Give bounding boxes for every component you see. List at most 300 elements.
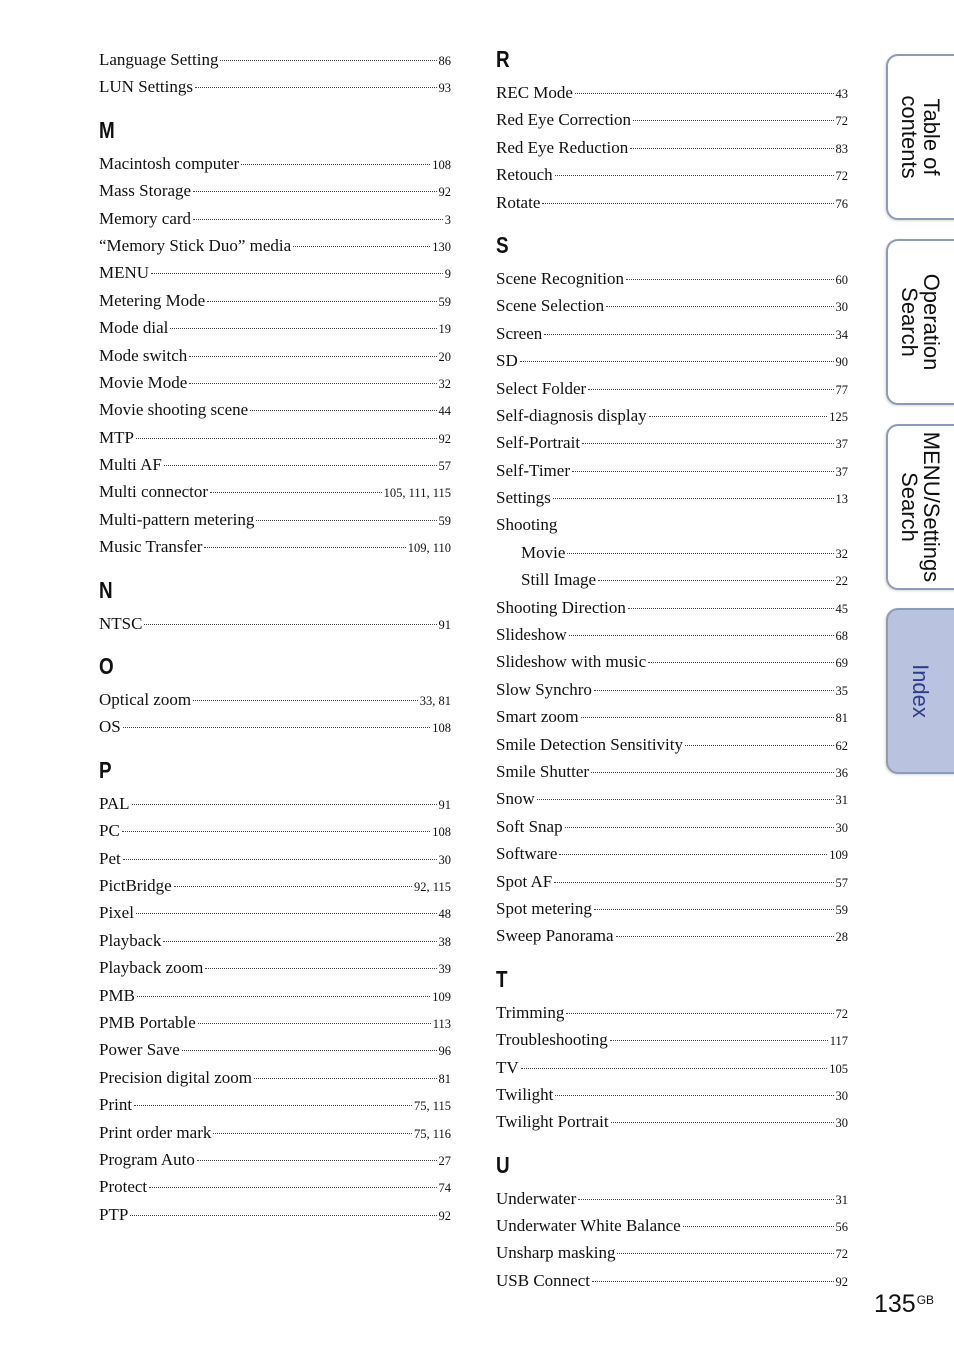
index-entry[interactable] [99, 872, 451, 899]
tab-table-of-contents[interactable] [886, 54, 954, 220]
index-entry-page-link[interactable]: 20 [438, 349, 451, 364]
index-entry-page-link[interactable]: 3 [444, 212, 451, 227]
index-entry-page-link[interactable]: 72 [835, 1247, 848, 1262]
index-entry-page-link[interactable]: 32 [835, 546, 848, 561]
dot-leader [559, 854, 827, 855]
index-entry-label: Power Save [99, 1040, 180, 1060]
index-entry-page-link[interactable]: 72 [835, 1006, 848, 1021]
index-entry-label: Scene Recognition [496, 268, 624, 288]
dot-leader [567, 553, 833, 554]
dot-leader [555, 1095, 833, 1096]
index-entry-label: Trimming [496, 1002, 565, 1022]
index-entry-label: Troubleshooting [496, 1030, 608, 1050]
index-entry-page-link[interactable]: 109, 110 [407, 541, 451, 556]
dot-leader [581, 717, 834, 718]
index-entry[interactable] [99, 610, 451, 637]
dot-leader [554, 882, 833, 883]
index-entry-page-link[interactable]: 83 [835, 141, 848, 156]
index-column-right [496, 46, 848, 1294]
index-entry-label: Multi-pattern metering [99, 509, 255, 529]
index-entry[interactable] [496, 265, 848, 292]
index-entry-label: Retouch [496, 165, 553, 185]
index-entry-label: Language Setting [99, 50, 219, 69]
index-entry-page-link[interactable]: 117 [829, 1034, 848, 1049]
index-entry[interactable] [496, 1185, 848, 1212]
dot-leader [198, 1023, 431, 1024]
index-entry[interactable] [496, 999, 848, 1026]
index-entry-page-link[interactable]: 27 [438, 1153, 451, 1168]
index-entry[interactable] [496, 758, 848, 785]
index-entry-label: Program Auto [99, 1149, 195, 1169]
tab-label-menu: MENU/Settings Search [897, 431, 944, 583]
dot-leader [182, 1050, 437, 1051]
index-entry[interactable] [99, 287, 451, 314]
index-entry-page-link[interactable]: 28 [835, 930, 848, 945]
index-entry-label: Playback zoom [99, 958, 204, 978]
index-entry-label: Snow [496, 789, 535, 809]
dot-leader [683, 1226, 834, 1227]
index-entry-page-link[interactable]: 90 [835, 355, 848, 370]
index-entry-page-link[interactable]: 86 [438, 54, 451, 68]
index-entry-page-link[interactable]: 59 [438, 294, 451, 309]
index-entry[interactable] [496, 1108, 848, 1135]
dot-leader [617, 1253, 833, 1254]
tab-label-operation: Operation Search [897, 273, 944, 371]
index-entry-label: Protect [99, 1177, 148, 1197]
index-entry-label: Mode switch [99, 345, 188, 365]
section-letter: U [496, 1151, 511, 1178]
index-entry[interactable] [99, 1009, 451, 1036]
dot-leader [256, 520, 436, 521]
dot-leader [565, 827, 834, 828]
tab-menu-settings-search[interactable] [886, 424, 954, 590]
index-entry[interactable] [99, 177, 451, 204]
index-entry-page-link[interactable]: 76 [835, 196, 848, 211]
index-entry[interactable] [496, 457, 848, 484]
index-entry[interactable] [99, 954, 451, 981]
index-entry-page-link[interactable]: 43 [835, 87, 848, 101]
index-entry-label: PAL [99, 793, 130, 813]
index-entry-label: PictBridge [99, 875, 172, 895]
dot-leader [610, 1040, 828, 1041]
index-entry-page-link[interactable]: 108 [432, 825, 451, 840]
index-entry-label: TV [496, 1057, 519, 1077]
dot-leader [578, 1199, 833, 1200]
index-entry-label: Shooting [496, 515, 558, 535]
index-entry-label: PMB Portable [99, 1012, 196, 1032]
index-entry[interactable] [496, 785, 848, 812]
dot-leader [205, 968, 436, 969]
index-entry-page-link[interactable]: 108 [432, 157, 451, 172]
dot-leader [594, 690, 834, 691]
index-entry-page-link[interactable]: 108 [432, 721, 451, 736]
index-entry[interactable] [496, 676, 848, 703]
index-entry[interactable] [496, 1212, 848, 1239]
index-entry-page-link[interactable]: 37 [835, 437, 848, 452]
index-entry[interactable] [99, 845, 451, 872]
index-entry[interactable] [99, 1173, 451, 1200]
index-entry-label: Precision digital zoom [99, 1067, 252, 1087]
index-entry[interactable] [496, 79, 848, 106]
index-entry-label: Smile Shutter [496, 761, 590, 781]
dot-leader [626, 279, 834, 280]
index-entry-page-link[interactable]: 92 [438, 431, 451, 446]
dot-leader [591, 772, 833, 773]
index-entry-label: PMB [99, 985, 135, 1005]
index-entry-page-link[interactable]: 109 [829, 848, 848, 863]
index-entry[interactable] [496, 868, 848, 895]
index-entry-page-link[interactable]: 30 [835, 1116, 848, 1131]
index-entry[interactable] [99, 259, 451, 286]
index-subentry[interactable] [496, 539, 848, 566]
index-entry-label: Pet [99, 848, 121, 868]
index-entry-label: Slideshow [496, 625, 567, 645]
dot-leader [137, 996, 430, 997]
index-entry-label: PTP [99, 1204, 129, 1224]
index-entry-label: Multi connector [99, 482, 209, 502]
dot-leader [555, 175, 834, 176]
dot-leader [542, 203, 833, 204]
index-entry[interactable] [99, 451, 451, 478]
index-entry-page-link[interactable]: 130 [432, 239, 451, 254]
index-entry[interactable] [496, 292, 848, 319]
section-letter: T [496, 965, 508, 992]
index-entry-label: “Memory Stick Duo” media [99, 235, 292, 255]
index-entry-label: OS [99, 717, 121, 737]
index-entry[interactable] [99, 46, 451, 73]
index-entry-label: Software [496, 844, 558, 864]
dot-leader [537, 799, 834, 800]
dot-leader [193, 219, 443, 220]
index-entry-page-link[interactable]: 45 [835, 601, 848, 616]
dot-leader [649, 416, 828, 417]
index-entry[interactable] [496, 347, 848, 374]
page-number-suffix: GB [916, 1293, 935, 1307]
dot-leader [598, 580, 833, 581]
index-entry-page-link[interactable]: 33, 81 [419, 694, 451, 709]
index-entry-page-link[interactable]: 113 [432, 1016, 451, 1031]
index-entry-page-link[interactable]: 44 [438, 404, 451, 419]
section-letter: R [496, 46, 511, 72]
dot-leader [151, 273, 443, 274]
index-entry[interactable] [99, 342, 451, 369]
dot-leader [136, 438, 437, 439]
tab-operation-search[interactable] [886, 239, 954, 405]
index-entry[interactable] [99, 790, 451, 817]
index-entry-page-link[interactable]: 68 [835, 629, 848, 644]
index-subentry[interactable] [496, 566, 848, 593]
index-entry[interactable] [496, 840, 848, 867]
index-entry[interactable] [99, 1036, 451, 1063]
dot-leader [254, 1078, 437, 1079]
index-entry[interactable] [496, 320, 848, 347]
index-entry[interactable] [496, 1054, 848, 1081]
index-entry[interactable] [99, 982, 451, 1009]
dot-leader [193, 700, 418, 701]
dot-leader [132, 804, 437, 805]
index-entry-label: Movie [521, 542, 566, 562]
index-entry[interactable] [496, 134, 848, 161]
index-entry[interactable] [99, 369, 451, 396]
tab-index[interactable] [886, 608, 954, 774]
dot-leader [174, 886, 412, 887]
index-entry[interactable] [496, 106, 848, 133]
index-entry-page-link[interactable]: 91 [438, 797, 451, 812]
index-entry[interactable] [99, 1119, 451, 1146]
index-group-heading [496, 511, 848, 538]
index-entry[interactable] [496, 402, 848, 429]
index-entry-page-link[interactable]: 19 [438, 322, 451, 337]
index-entry[interactable] [496, 895, 848, 922]
index-entry[interactable] [496, 161, 848, 188]
dot-leader [197, 1160, 437, 1161]
index-entry-page-link[interactable]: 37 [835, 464, 848, 479]
index-entry[interactable] [496, 621, 848, 648]
index-entry[interactable] [99, 1091, 451, 1118]
index-entry-label: SD [496, 351, 518, 371]
index-entry[interactable] [99, 1201, 451, 1228]
index-entry-page-link[interactable]: 81 [438, 1071, 451, 1086]
index-entry-page-link[interactable]: 38 [438, 934, 451, 949]
index-entry-label: Twilight Portrait [496, 1112, 609, 1132]
page-number-value: 135 [874, 1290, 916, 1318]
index-entry[interactable] [99, 73, 451, 100]
index-entry[interactable] [496, 703, 848, 730]
dot-leader [207, 301, 436, 302]
index-entry-label: Movie Mode [99, 372, 188, 392]
index-entry-label: Self-Timer [496, 460, 570, 480]
section-letter: M [99, 116, 116, 143]
index-entry[interactable] [99, 424, 451, 451]
index-entry-page-link[interactable]: 92, 115 [413, 879, 451, 894]
index-entry[interactable] [496, 1267, 848, 1294]
index-entry[interactable] [496, 429, 848, 456]
index-entry[interactable] [99, 205, 451, 232]
index-entry-page-link[interactable]: 125 [829, 409, 848, 424]
index-entry-page-link[interactable]: 72 [835, 169, 848, 184]
dot-leader [220, 60, 436, 61]
dot-leader [189, 356, 436, 357]
index-entry-label: Metering Mode [99, 290, 206, 310]
dot-leader [136, 913, 437, 914]
dot-leader [611, 1122, 834, 1123]
index-entry-label: Underwater White Balance [496, 1216, 681, 1236]
dot-leader [210, 492, 382, 493]
dot-leader [164, 465, 437, 466]
index-entry-label: LUN Settings [99, 77, 193, 97]
index-entry[interactable] [496, 484, 848, 511]
index-entry-page-link[interactable]: 59 [438, 513, 451, 528]
dot-leader [193, 191, 436, 192]
index-entry-page-link[interactable]: 34 [835, 327, 848, 342]
index-entry-page-link[interactable]: 39 [438, 962, 451, 977]
index-entry[interactable] [99, 232, 451, 259]
index-entry-page-link[interactable]: 9 [444, 267, 451, 282]
index-entry[interactable] [496, 189, 848, 216]
dot-leader [134, 1105, 412, 1106]
index-entry-label: Still Image [521, 570, 597, 590]
index-entry-page-link[interactable]: 69 [835, 656, 848, 671]
index-entry-label: Self-Portrait [496, 433, 581, 453]
index-entry[interactable] [496, 813, 848, 840]
index-entry-label: Self-diagnosis display [496, 405, 647, 425]
dot-leader [592, 1281, 834, 1282]
dot-leader [163, 941, 436, 942]
index-entry[interactable] [99, 150, 451, 177]
index-entry-page-link[interactable]: 93 [438, 81, 451, 96]
index-entry-label: Shooting Direction [496, 597, 626, 617]
index-entry-page-link[interactable]: 35 [835, 683, 848, 698]
index-entry[interactable] [496, 594, 848, 621]
index-entry-label: Smile Detection Sensitivity [496, 734, 683, 754]
index-entry[interactable] [99, 713, 451, 740]
index-entry-label: Music Transfer [99, 537, 203, 557]
index-entry-page-link[interactable]: 105 [829, 1061, 848, 1076]
index-entry-label: Slideshow with music [496, 652, 647, 672]
index-entry-label: Pixel [99, 903, 134, 923]
index-entry-label: Print order mark [99, 1122, 212, 1142]
index-entry-label: MTP [99, 427, 134, 447]
index-entry-page-link[interactable]: 109 [432, 989, 451, 1004]
index-entry[interactable] [99, 396, 451, 423]
index-entry[interactable] [99, 1064, 451, 1091]
dot-leader [588, 389, 833, 390]
index-entry-label: Multi AF [99, 455, 162, 475]
index-entry-label: Red Eye Reduction [496, 137, 629, 157]
index-entry-page-link[interactable]: 74 [438, 1181, 451, 1196]
index-entry[interactable] [496, 1026, 848, 1053]
index-entry-page-link[interactable]: 96 [438, 1044, 451, 1059]
index-entry-page-link[interactable]: 36 [835, 765, 848, 780]
index-entry-page-link[interactable]: 92 [835, 1274, 848, 1289]
dot-leader [628, 608, 834, 609]
index-entry-label: Underwater [496, 1188, 577, 1208]
index-entry-label: Macintosh computer [99, 153, 240, 173]
dot-leader [195, 87, 437, 88]
tab-label-index: Index [908, 664, 933, 718]
index-entry-page-link[interactable]: 32 [438, 376, 451, 391]
index-entry-page-link[interactable]: 92 [438, 1208, 451, 1223]
index-entry[interactable] [99, 533, 451, 560]
dot-leader [204, 547, 405, 548]
dot-leader [293, 246, 430, 247]
index-entry-page-link[interactable]: 91 [438, 617, 451, 632]
index-entry-label: USB Connect [496, 1270, 590, 1290]
index-entry[interactable] [99, 506, 451, 533]
index-entry-page-link[interactable]: 81 [835, 711, 848, 726]
index-entry-page-link[interactable]: 57 [438, 459, 451, 474]
index-entry-page-link[interactable]: 60 [835, 272, 848, 287]
index-entry-page-link[interactable]: 105, 111, 115 [383, 486, 451, 501]
index-entry-label: Unsharp masking [496, 1243, 616, 1263]
dot-leader [566, 1013, 833, 1014]
dot-leader [213, 1133, 412, 1134]
dot-leader [594, 909, 834, 910]
dot-leader [170, 328, 436, 329]
index-entry-label: Spot metering [496, 898, 592, 918]
index-entry-page-link[interactable]: 13 [835, 492, 848, 507]
index-entry-page-link[interactable]: 30 [438, 852, 451, 867]
dot-leader [122, 831, 430, 832]
index-entry-page-link[interactable]: 72 [835, 114, 848, 129]
index-entry[interactable] [496, 922, 848, 949]
dot-leader [149, 1187, 436, 1188]
dot-leader [144, 624, 436, 625]
dot-leader [520, 361, 834, 362]
page-number [874, 1290, 934, 1319]
index-entry-page-link[interactable]: 30 [835, 300, 848, 315]
dot-leader [616, 936, 834, 937]
index-entry-page-link[interactable]: 57 [835, 875, 848, 890]
dot-leader [544, 334, 833, 335]
index-entry-page-link[interactable]: 56 [835, 1220, 848, 1235]
index-entry-label: Soft Snap [496, 816, 563, 836]
dot-leader [630, 148, 833, 149]
index-entry[interactable] [99, 817, 451, 844]
index-entry[interactable] [99, 899, 451, 926]
dot-leader [572, 471, 834, 472]
index-entry-page-link[interactable]: 59 [835, 902, 848, 917]
dot-leader [123, 859, 437, 860]
index-entry-page-link[interactable]: 22 [835, 574, 848, 589]
index-entry[interactable] [99, 686, 451, 713]
index-entry[interactable] [496, 648, 848, 675]
index-entry-label: Red Eye Correction [496, 110, 632, 130]
index-entry[interactable] [99, 927, 451, 954]
dot-leader [633, 120, 833, 121]
dot-leader [569, 635, 834, 636]
dot-leader [189, 383, 436, 384]
index-entry-label: Settings [496, 488, 551, 508]
dot-leader [582, 443, 833, 444]
index-entry[interactable] [99, 314, 451, 341]
index-entry-page-link[interactable]: 48 [438, 907, 451, 922]
index-entry-page-link[interactable]: 30 [835, 820, 848, 835]
index-entry[interactable] [496, 1239, 848, 1266]
index-entry-page-link[interactable]: 75, 116 [413, 1126, 451, 1141]
index-entry-page-link[interactable]: 30 [835, 1088, 848, 1103]
section-letter: P [99, 756, 112, 783]
index-entry-label: Rotate [496, 192, 541, 212]
section-letter: N [99, 576, 114, 603]
index-entry-page-link[interactable]: 77 [835, 382, 848, 397]
index-entry-page-link[interactable]: 62 [835, 738, 848, 753]
dot-leader [648, 662, 833, 663]
index-entry-page-link[interactable]: 31 [835, 1192, 848, 1207]
index-entry-label: NTSC [99, 613, 143, 633]
index-entry[interactable] [496, 1081, 848, 1108]
tab-label-toc: Table of contents [897, 95, 944, 179]
index-entry-label: Select Folder [496, 378, 587, 398]
index-entry-label: Print [99, 1095, 133, 1115]
index-entry-label: Twilight [496, 1084, 554, 1104]
index-entry-page-link[interactable]: 92 [438, 185, 451, 200]
index-entry[interactable] [99, 1146, 451, 1173]
dot-leader [606, 306, 833, 307]
index-entry[interactable] [496, 731, 848, 758]
index-entry-label: PC [99, 821, 120, 841]
index-entry-page-link[interactable]: 31 [835, 793, 848, 808]
index-entry-page-link[interactable]: 75, 115 [413, 1099, 451, 1114]
index-entry[interactable] [496, 375, 848, 402]
index-entry-label: Scene Selection [496, 296, 605, 316]
section-letter: S [496, 231, 509, 258]
dot-leader [250, 410, 436, 411]
index-entry[interactable] [99, 478, 451, 505]
index-entry-label: REC Mode [496, 83, 573, 102]
dot-leader [130, 1215, 436, 1216]
index-column-left [99, 46, 451, 1228]
